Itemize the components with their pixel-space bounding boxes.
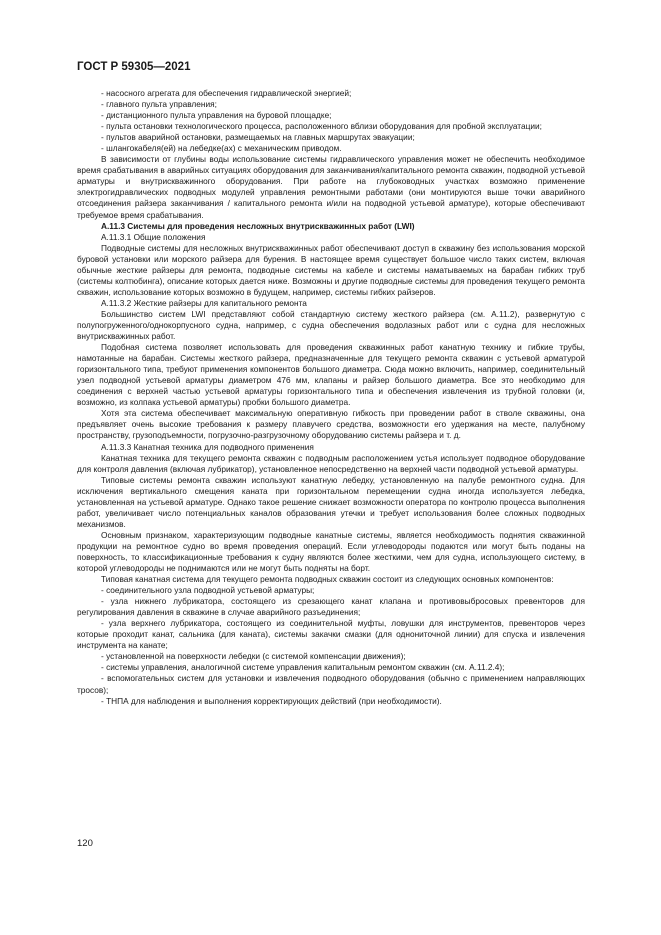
subsection-heading: А.11.3.2 Жесткие райзеры для капитального ремонта: [101, 297, 307, 308]
list-item: - узла нижнего лубрикатора, состоящего из срезающего канат клапана и противовыбросовых превенторов для регулирования давления в скважине в случае аварийного разъединения;: [77, 596, 585, 618]
body-paragraph: Основным признаком, характеризующим подводные канатные системы, является необходимость поднятия скважинной продукции на ремонтное судно во время проведения операций. Если углеводороды подаются или могут быть поданы на поверхность, то классификационные требования к судну являются более жесткими, чем для судна, использующего систему, в которой углеводороды не поднимаются или не могут быть подняты на борт.: [77, 529, 585, 574]
body-paragraph: В зависимости от глубины воды использование системы гидравлического управления может не обеспечить необходимое время срабатывания в аварийных ситуациях оборудования для заканчивания/капитального ремонта скважин, подводной устьевой арматуры и внутрискважинного оборудования. При работе на глубоководных участках возможно применение электрогидравлических подводных модулей управления ремонтными работами (они монтируются выше точки аварийного отсоединения райзера заканчивания / капитального ремонта и/или на подводной устьевой арматуре), которые обеспечивают требуемое время срабатывания.: [77, 154, 585, 220]
list-item: - установленной на поверхности лебедки (с системой компенсации движения);: [101, 651, 406, 662]
subsection-heading: А.11.3.1 Общие положения: [101, 231, 206, 242]
body-paragraph: Хотя эта система обеспечивает максимальную оперативную гибкость при проведении работ в стволе скважины, она предъявляет очень высокие требования к размеру плавучего средства, возможности его удержания на месте, палубному пространству, грузоподъемности, погрузочно-разгрузочному оборудованию системы райзера и т. д.: [77, 408, 585, 441]
list-item: - главного пульта управления;: [101, 99, 217, 110]
list-item: - узла верхнего лубрикатора, состоящего из соединительной муфты, ловушки для инструментов, превенторов через которые проходит канат, сальника (для каната), системы закачки смазки (для однониточной линии) для спуска и извлечения инструмента на канате;: [77, 618, 585, 651]
list-item: - соединительного узла подводной устьевой арматуры;: [101, 585, 315, 596]
list-item: - пульта остановки технологического процесса, расположенного вблизи оборудования для пробной эксплуатации;: [101, 121, 542, 132]
body-paragraph: Типовая канатная система для текущего ремонта подводных скважин состоит из следующих основных компонентов:: [101, 574, 554, 585]
list-item: - системы управления, аналогичной системе управления капитальным ремонтом скважин (см. А.11.2.4);: [101, 662, 505, 673]
body-paragraph: Канатная техника для текущего ремонта скважин с подводным расположением устья использует подводное оборудование для контроля давления (включая лубрикатор), установленное непосредственно на верхней части подводной устьевой арматуры.: [77, 452, 585, 474]
document-body: [77, 88, 585, 707]
list-item: - ТНПА для наблюдения и выполнения корректирующих действий (при необходимости).: [101, 695, 442, 706]
list-item: - дистанционного пульта управления на буровой площадке;: [101, 110, 332, 121]
list-item: - пультов аварийной остановки, размещаемых на главных маршрутах эвакуации;: [101, 132, 415, 143]
page-number: 120: [77, 838, 93, 849]
list-item: - вспомогательных систем для установки и извлечения подводного оборудования (обычно с применением направляющих тросов);: [77, 673, 585, 695]
section-heading: А.11.3 Системы для проведения несложных внутрискважинных работ (LWI): [101, 220, 415, 231]
subsection-heading: А.11.3.3 Канатная техника для подводного применения: [101, 441, 314, 452]
body-paragraph: Большинство систем LWI представляют собой стандартную систему жесткого райзера (см. А.11.2), развернутую с полупогруженного/однокорпусного судна, например, с судна обеспечения водолазных работ или с судна для несложных внутрискважинных работ.: [77, 308, 585, 342]
body-paragraph: Типовые системы ремонта скважин используют канатную лебедку, установленную на палубе ремонтного судна. Для исключения вертикального смещения каната при горизонтальном перемещении судна иногда используется лебедка, установленная на устьевой арматуре. Однако такое решение снижает возможности оператора по контролю процесса выполнения работ, увеличивает число потенциальных каналов образования утечки и требует использования более сложных подводных механизмов.: [77, 474, 585, 529]
list-item: - шлангокабеля(ей) на лебедке(ах) с механическим приводом.: [101, 143, 342, 154]
body-paragraph: Подводные системы для несложных внутрискважинных работ обеспечивают доступ в скважину без использования морской буровой установки или морского райзера для бурения. В настоящее время существует большое число таких систем, включая обычные жесткие райзеры для ремонта, подводные системы на кабеле и системы наматываемых на барабан гибких труб (системы колтюбинга), описание которых дается ниже. Возможны и другие подводные системы для проведения текущего ремонта скважин, использование которых возможно в будущем, например, системы гибких райзеров.: [77, 242, 585, 297]
document-header: ГОСТ Р 59305—2021: [77, 61, 191, 73]
body-paragraph: Подобная система позволяет использовать для проведения скважинных работ канатную технику и гибкие трубы, намотанные на барабан. Системы жесткого райзера, предназначенные для текущего ремонта скважин с устьевой арматурой горизонтального типа, требуют применения компонентов большого диаметра. Сюда можно включить, например, соединительный узел подводной устьевой арматуры диаметром 476 мм, клапаны и райзер большого диаметра. Все это необходимо для соединения с верхней частью устьевой арматуры горизонтального типа и обеспечения извлечения из трубной головки (и, возможно, из колпака устьевой арматуры) пробки большого диаметра.: [77, 342, 585, 408]
list-item: - насосного агрегата для обеспечения гидравлической энергией;: [101, 88, 352, 98]
